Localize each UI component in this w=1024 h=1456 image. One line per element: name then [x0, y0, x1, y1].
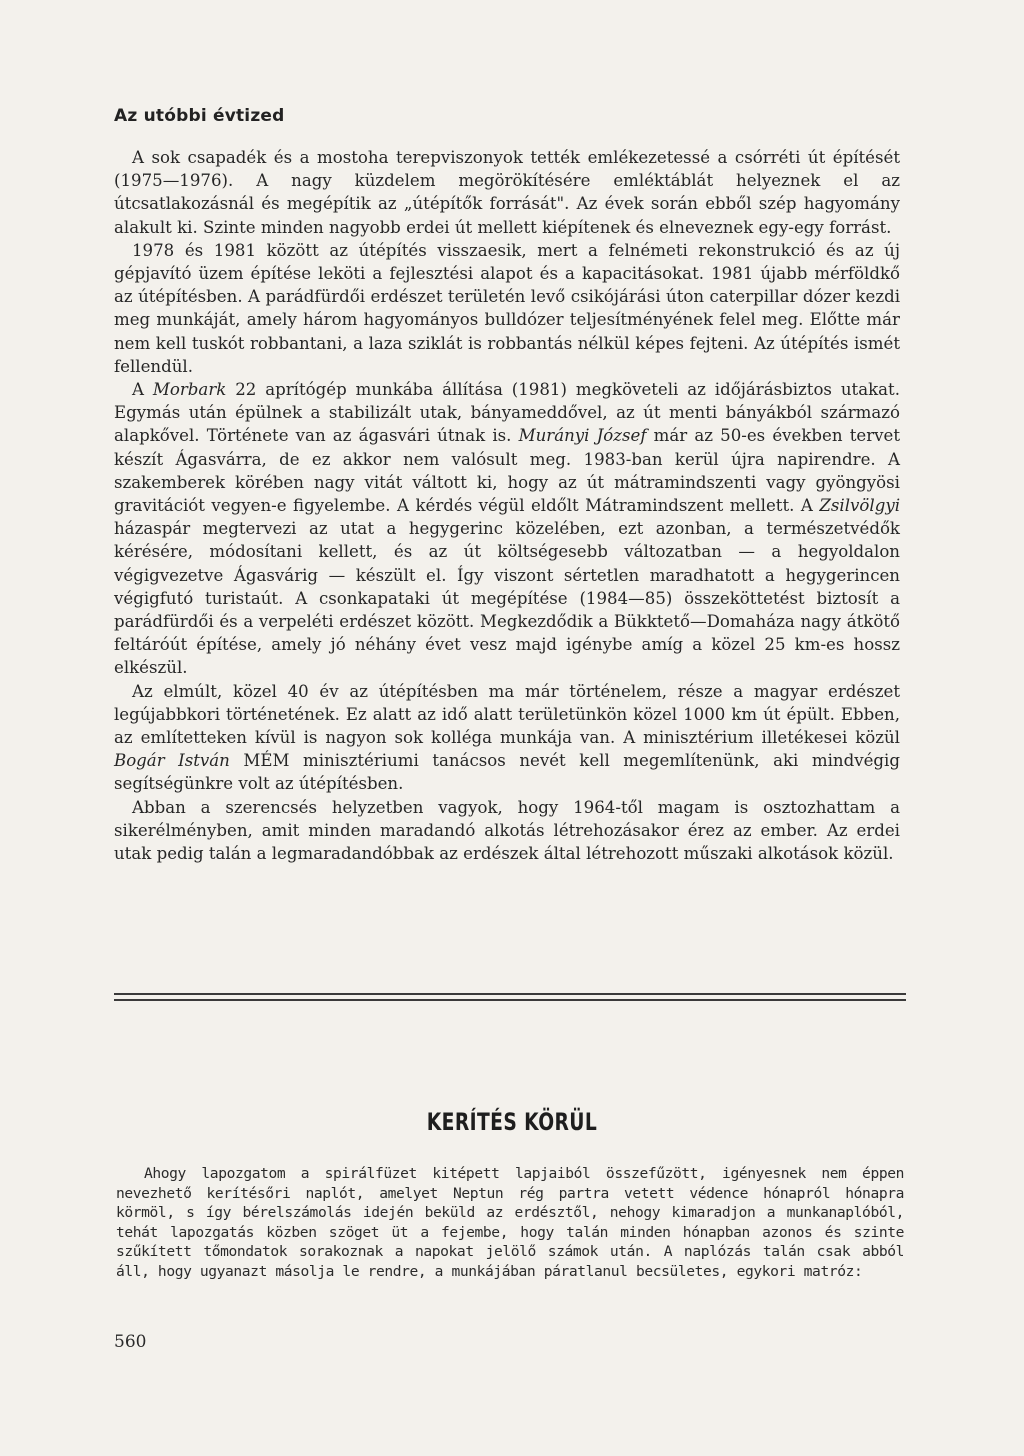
text-run: A sok csapadék és a mostoha terepviszonyok tették emlékezetessé a csórréti út építését (1975—1976). A nagy küzdelem megörökítésére emléktáblát helyeznek el az útcsatlakozásnál és megépítik az „útépítők forrását". Az évek során ebből szép hagyomány alakult ki. Szinte minden nagyobb erdei út mellett kiépítenek és elneveznek egy-egy forrást. [114, 148, 900, 237]
article-body [114, 146, 900, 865]
page-number: 560 [114, 1332, 147, 1352]
paragraph: Ahogy lapozgatom a spirálfüzet kitépett lapjaiból összefűzött, igényesnek nem éppen nevezhető kerítésőri naplót, amelyet Neptun rég partra vetett védence hónapról hónapra körmöl, s így bérelszámolás idején beküld az erdésztől, nehogy kimaradjon a munkanaplóból, tehát lapozgatás közben szöget üt a fejembe, hogy talán minden hónapban azonos és szinte szűkített tőmondatok sorakoznak a napokat jelölő számok után. A naplózás talán csak abból áll, hogy ugyanazt másolja le rendre, a munkájában páratlanul becsületes, egykori matróz: [116, 1165, 904, 1280]
text-run: Abban a szerencsés helyzetben vagyok, hogy 1964-től magam is osztozhattam a sikerélményben, amit minden maradandó alkotás létrehozásakor érez az ember. Az erdei utak pedig talán a legmaradandóbbak az erdészek által létrehozott műszaki alkotások közül. [114, 797, 900, 864]
text-run: MÉM minisztériumi tanácsos nevét kell megemlítenünk, aki mindvégig segítségünkre volt az útépítésben. [114, 751, 900, 794]
paragraph [114, 146, 900, 239]
paragraph [114, 680, 900, 796]
divider-rule [114, 993, 906, 995]
article-body-2 [116, 1164, 904, 1281]
divider-rule [114, 999, 906, 1001]
paragraph [114, 796, 900, 866]
italic-name: Morbark [152, 380, 227, 400]
article-title: KERÍTÉS KÖRÜL [426, 1108, 598, 1136]
text-run: már az 50-es években tervet készít Ágasvárra, de ez akkor nem valósult meg. 1983-ban kerül újra napirendre. A szakemberek körében nagy vitát váltott ki, hogy az út mátramindszenti vagy gyöngyösi gravitációt vegyen-e figyelembe. A kérdés végül eldőlt Mátramindszent mellett. A [114, 426, 900, 516]
paragraph [114, 378, 900, 680]
paragraph [114, 239, 900, 378]
text-run: 22 aprítógép munkába állítása (1981) megköveteli az időjárásbiztos utakat. Egymás után épülnek a stabilizált utak, bányameddővel, az út menti bányákból származó alapkővel. Története van az ágasvári útnak is. [114, 380, 900, 446]
text-run: házaspár megtervezi az utat a hegygerinc közelében, ezt azonban, a természetvédők kérésére, módosítani kellett, és az út költségesebb változatban — a hegyoldalon végigvezetve Ágasvárig — készült el. Így viszont sértetlen maradhatott a hegygerincen végigfutó turistaút. A csonkapataki út megépítése (1984—85) összeköttetést biztosít a parádfürdői és a verpeléti erdészet között. Megkezdődik a Bükktető—Domaháza nagy átkötő feltáróút építése, amely jó néhány évet vesz majd igénybe amíg a közel 25 km-es hossz elkészül. [114, 519, 900, 678]
italic-name: Bogár István [114, 751, 230, 771]
text-run: 1978 és 1981 között az útépítés visszaesik, mert a felnémeti rekonstrukció és az új gépjavító üzem építése leköti a fejlesztési alapot és a kapacitásokat. 1981 újabb mérföldkő az útépítésben. A parádfürdői erdészet területén levő csikójárási úton caterpillar dózer kezdi meg munkáját, amely három hagyományos bulldózer teljesítményének felel meg. Előtte már nem kell tuskót robbantani, a laza sziklát is robbantás nélkül képes fejteni. Az útépítés ismét fellendül. [114, 240, 900, 376]
text-run: A [132, 380, 153, 400]
italic-name: Zsilvölgyi [819, 496, 900, 516]
text-run: Az elmúlt, közel 40 év az útépítésben ma már történelem, része a magyar erdészet legújabbkori történetének. Ez alatt az idő alatt területünkön közel 1000 km út épült. Ebben, az említetteken kívül is nagyon sok kolléga munkája van. A minisztérium illetékesei közül [114, 681, 900, 748]
section-heading: Az utóbbi évtized [114, 106, 285, 126]
italic-name: Murányi József [518, 426, 647, 446]
